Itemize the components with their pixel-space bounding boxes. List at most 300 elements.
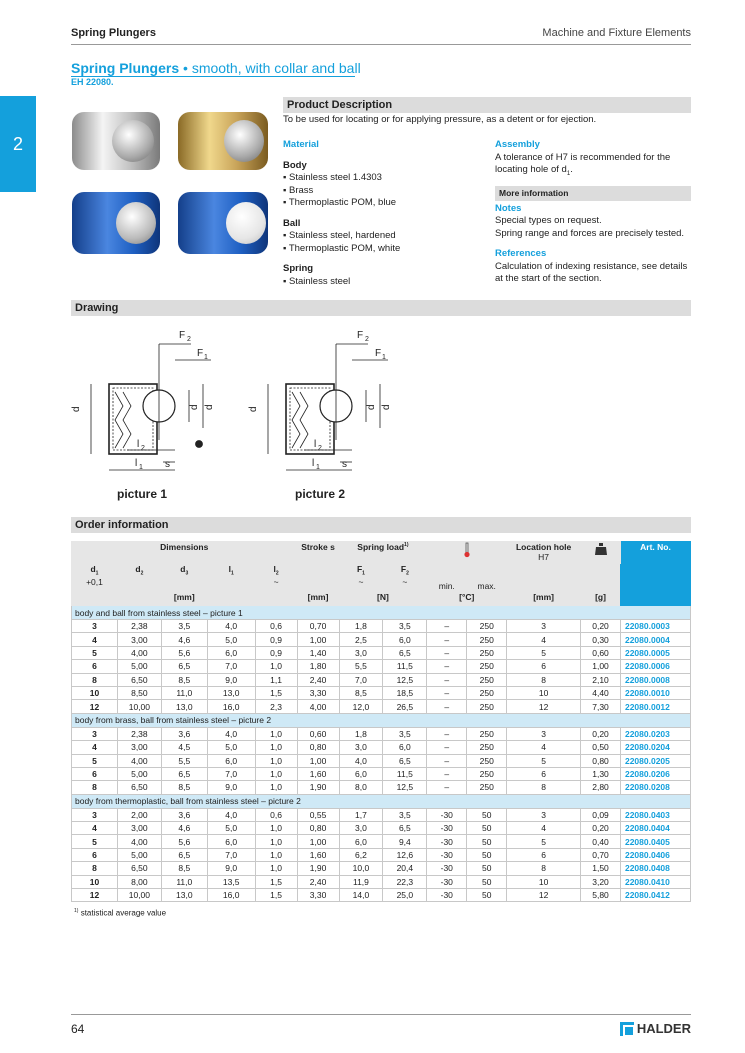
table-cell: 4 <box>72 633 118 646</box>
table-cell: 1,0 <box>255 822 297 835</box>
table-cell: 8 <box>507 673 581 686</box>
table-cell: 8 <box>507 781 581 794</box>
table-cell: 18,5 <box>383 686 427 699</box>
table-row[interactable] <box>72 835 691 848</box>
title-rest: smooth, with collar and ball <box>191 60 361 76</box>
header-f2: $F_2$ ~ <box>383 564 427 592</box>
header-category: Machine and Fixture Elements <box>542 27 691 39</box>
table-cell: 10,00 <box>117 889 161 902</box>
table-row[interactable] <box>72 686 691 699</box>
table-cell: 6,5 <box>383 822 427 835</box>
table-cell: 1,5 <box>255 686 297 699</box>
art-no-link[interactable]: 22080.0204 <box>620 741 690 754</box>
table-cell: 1,0 <box>255 741 297 754</box>
table-row[interactable] <box>72 848 691 861</box>
table-cell: 7,0 <box>207 767 255 780</box>
table-cell: -30 <box>427 822 467 835</box>
table-cell: 5,0 <box>207 741 255 754</box>
table-cell: 5 <box>72 646 118 659</box>
product-code: EH 22080. <box>71 77 114 87</box>
table-row[interactable] <box>72 646 691 659</box>
table-cell: 1,0 <box>255 862 297 875</box>
label-s: s <box>342 459 347 470</box>
art-no-link[interactable]: 22080.0010 <box>620 686 690 699</box>
table-cell: 0,30 <box>581 633 621 646</box>
table-cell: 6,50 <box>117 781 161 794</box>
table-cell: 8,5 <box>161 673 207 686</box>
table-cell: 2,80 <box>581 781 621 794</box>
table-cell: 1,30 <box>581 767 621 780</box>
table-group-row <box>72 713 691 727</box>
table-cell: 5,0 <box>207 822 255 835</box>
title-bullet: • <box>183 60 188 76</box>
table-cell: 3,20 <box>581 875 621 888</box>
table-cell: 6,5 <box>383 646 427 659</box>
table-cell: 11,5 <box>383 767 427 780</box>
header-stroke: Stroke s <box>297 542 339 564</box>
table-cell: 1,0 <box>255 727 297 740</box>
label-l2: l <box>137 439 140 450</box>
table-cell: 2,3 <box>255 700 297 713</box>
order-table-body <box>72 606 691 902</box>
footnote: $^{1)}$ statistical average value <box>74 908 167 918</box>
table-cell: 0,70 <box>297 620 339 633</box>
table-cell: -30 <box>427 862 467 875</box>
table-cell: 11,0 <box>161 875 207 888</box>
art-no-link[interactable]: 22080.0006 <box>620 660 690 673</box>
table-cell: 5,0 <box>207 633 255 646</box>
notes-heading: Notes <box>495 202 522 214</box>
table-cell: 50 <box>467 822 507 835</box>
thermometer-icon <box>427 542 507 564</box>
table-cell: 8 <box>72 673 118 686</box>
table-cell: 13,0 <box>207 686 255 699</box>
table-cell: 6 <box>72 767 118 780</box>
svg-text:2: 2 <box>365 336 369 343</box>
table-cell: 11,9 <box>339 875 383 888</box>
table-row[interactable] <box>72 889 691 902</box>
table-cell: 1,0 <box>255 767 297 780</box>
table-cell: 6,5 <box>161 767 207 780</box>
spring-heading: Spring <box>283 263 314 274</box>
body-item: ▪ Stainless steel 1.4303 <box>283 172 382 183</box>
table-cell: 4,6 <box>161 822 207 835</box>
table-row[interactable] <box>72 620 691 633</box>
header-spring-load: Spring load$^{1)}$ <box>339 542 427 564</box>
table-row[interactable] <box>72 673 691 686</box>
table-row[interactable] <box>72 700 691 713</box>
table-cell: – <box>427 673 467 686</box>
art-no-link[interactable]: 22080.0408 <box>620 862 690 875</box>
unit-dimensions: [mm] <box>72 592 298 606</box>
unit-temperature: [°C] <box>427 592 507 606</box>
art-no-link[interactable]: 22080.0208 <box>620 781 690 794</box>
table-cell: -30 <box>427 835 467 848</box>
table-cell: 2,00 <box>117 808 161 821</box>
table-cell: 4,00 <box>117 835 161 848</box>
table-cell: 1,80 <box>297 660 339 673</box>
group-label: body from brass, ball from stainless steel – picture 2 <box>72 713 691 727</box>
table-cell: 1,8 <box>339 620 383 633</box>
table-cell: 6,0 <box>339 835 383 848</box>
table-cell: 5,00 <box>117 848 161 861</box>
table-cell: 250 <box>467 767 507 780</box>
table-cell: 0,80 <box>581 754 621 767</box>
table-cell: 12 <box>507 700 581 713</box>
table-cell: 6,50 <box>117 673 161 686</box>
table-cell: 10,0 <box>339 862 383 875</box>
art-no-link[interactable]: 22080.0005 <box>620 646 690 659</box>
body-heading: Body <box>283 159 307 171</box>
page-title <box>71 60 361 76</box>
table-cell: – <box>427 700 467 713</box>
table-cell: – <box>427 754 467 767</box>
table-cell: 1,0 <box>255 848 297 861</box>
table-row[interactable] <box>72 727 691 740</box>
table-cell: 0,6 <box>255 808 297 821</box>
table-cell: 3,6 <box>161 808 207 821</box>
table-cell: 5 <box>507 646 581 659</box>
header-min: min. <box>427 564 467 592</box>
header-d1: $d_1$ +0,1 <box>72 564 118 592</box>
table-cell: 1,60 <box>297 767 339 780</box>
table-cell: 6,2 <box>339 848 383 861</box>
table-cell: 20,4 <box>383 862 427 875</box>
ball-heading: Ball <box>283 217 301 229</box>
table-cell: 12 <box>72 700 118 713</box>
table-cell: 13,5 <box>207 875 255 888</box>
table-cell: 1,90 <box>297 781 339 794</box>
table-cell: 250 <box>467 660 507 673</box>
halder-logo-text: HALDER <box>636 1021 691 1036</box>
table-cell: 1,60 <box>297 848 339 861</box>
label-s: s <box>165 459 170 470</box>
art-no-link[interactable]: 22080.0410 <box>620 875 690 888</box>
table-cell: 14,0 <box>339 889 383 902</box>
table-cell: 250 <box>467 686 507 699</box>
header-dimensions: Dimensions <box>72 542 298 564</box>
table-cell: 0,6 <box>255 620 297 633</box>
label-f1: F <box>375 348 382 359</box>
title-underline <box>71 76 355 77</box>
table-cell: 9,0 <box>207 781 255 794</box>
table-cell: – <box>427 633 467 646</box>
table-cell: 0,55 <box>297 808 339 821</box>
drawing-heading: Drawing <box>71 300 691 316</box>
table-cell: 12 <box>72 889 118 902</box>
page-number: 64 <box>71 1022 85 1036</box>
table-cell: 0,80 <box>297 741 339 754</box>
table-cell: 8,50 <box>117 686 161 699</box>
table-cell: 16,0 <box>207 889 255 902</box>
halder-logo <box>620 1021 691 1036</box>
table-cell: 2,5 <box>339 633 383 646</box>
table-cell: 1,40 <box>297 646 339 659</box>
table-cell: 250 <box>467 646 507 659</box>
table-cell: 10 <box>72 875 118 888</box>
ball-item: ▪ Stainless steel, hardened <box>283 230 396 241</box>
table-group-row <box>72 606 691 620</box>
table-cell: 0,50 <box>581 741 621 754</box>
assembly-column <box>495 139 691 286</box>
label-l1: l <box>135 458 138 469</box>
table-cell: 4,5 <box>161 741 207 754</box>
table-cell: 3,30 <box>297 686 339 699</box>
table-cell: 1,0 <box>255 660 297 673</box>
table-cell: 11,5 <box>383 660 427 673</box>
body-item: ▪ Brass <box>283 184 314 196</box>
material-column <box>283 139 483 288</box>
table-cell: 4 <box>72 822 118 835</box>
table-cell: 10,00 <box>117 700 161 713</box>
art-no-link[interactable]: 22080.0205 <box>620 754 690 767</box>
table-cell: 3,5 <box>383 620 427 633</box>
table-cell: 5 <box>72 835 118 848</box>
material-heading: Material <box>283 139 319 150</box>
art-no-link[interactable]: 22080.0012 <box>620 700 690 713</box>
table-cell: 0,9 <box>255 646 297 659</box>
header-f1: $F_1$ ~ <box>339 564 383 592</box>
table-cell: 1,0 <box>255 754 297 767</box>
table-cell: 3,5 <box>383 727 427 740</box>
table-cell: – <box>427 646 467 659</box>
table-cell: 6,5 <box>383 754 427 767</box>
group-label: body and ball from stainless steel – picture 1 <box>72 606 691 620</box>
table-cell: 4,0 <box>339 754 383 767</box>
table-cell: 3,6 <box>161 727 207 740</box>
table-cell: 6,0 <box>383 741 427 754</box>
unit-spring-load: [N] <box>339 592 427 606</box>
table-row[interactable] <box>72 781 691 794</box>
table-cell: 8,5 <box>161 781 207 794</box>
table-cell: 6,50 <box>117 862 161 875</box>
table-cell: 3,00 <box>117 741 161 754</box>
table-cell: 6,5 <box>161 848 207 861</box>
art-no-link[interactable]: 22080.0003 <box>620 620 690 633</box>
table-cell: – <box>427 781 467 794</box>
art-no-link[interactable]: 22080.0004 <box>620 633 690 646</box>
table-row[interactable] <box>72 808 691 821</box>
table-cell: 7,0 <box>339 673 383 686</box>
svg-text:2: 2 <box>318 445 322 452</box>
table-cell: 0,20 <box>581 822 621 835</box>
table-cell: 9,4 <box>383 835 427 848</box>
table-cell: 2,40 <box>297 875 339 888</box>
table-cell: 6,0 <box>207 646 255 659</box>
table-cell: 6 <box>72 660 118 673</box>
table-cell: 4,40 <box>581 686 621 699</box>
table-cell: 2,10 <box>581 673 621 686</box>
table-cell: 250 <box>467 620 507 633</box>
table-cell: 1,7 <box>339 808 383 821</box>
table-cell: 50 <box>467 862 507 875</box>
table-cell: 3 <box>507 808 581 821</box>
table-cell: 4 <box>507 822 581 835</box>
table-cell: 1,00 <box>297 754 339 767</box>
table-cell: 6,0 <box>207 754 255 767</box>
table-cell: 1,90 <box>297 862 339 875</box>
table-cell: 8,5 <box>339 686 383 699</box>
table-cell: 50 <box>467 835 507 848</box>
table-cell: 6 <box>507 848 581 861</box>
table-cell: – <box>427 660 467 673</box>
svg-text:2: 2 <box>187 336 191 343</box>
table-cell: 1,00 <box>297 633 339 646</box>
label-l1: l <box>312 458 315 469</box>
table-cell: 250 <box>467 741 507 754</box>
table-cell: 50 <box>467 808 507 821</box>
table-cell: 1,00 <box>581 660 621 673</box>
table-cell: 5,80 <box>581 889 621 902</box>
table-row[interactable] <box>72 767 691 780</box>
table-cell: 1,5 <box>255 875 297 888</box>
table-cell: 250 <box>467 673 507 686</box>
table-cell: 3,5 <box>161 620 207 633</box>
table-cell: 4 <box>507 741 581 754</box>
table-cell: 50 <box>467 875 507 888</box>
table-cell: 8 <box>507 862 581 875</box>
table-cell: 26,5 <box>383 700 427 713</box>
svg-text:1: 1 <box>204 354 208 361</box>
label-f1: F <box>197 348 204 359</box>
table-cell: 7,0 <box>207 848 255 861</box>
table-cell: 10 <box>507 875 581 888</box>
notes-line: Special types on request. <box>495 215 602 227</box>
table-row[interactable] <box>72 862 691 875</box>
table-cell: 6,5 <box>161 660 207 673</box>
art-no-link[interactable]: 22080.0206 <box>620 767 690 780</box>
unit-location-hole: [mm] <box>507 592 581 606</box>
assembly-heading: Assembly <box>495 139 540 150</box>
table-row[interactable] <box>72 741 691 754</box>
table-cell: 8 <box>72 862 118 875</box>
notes-line: Spring range and forces are precisely tested. <box>495 227 685 239</box>
table-cell: 1,00 <box>297 835 339 848</box>
table-row[interactable] <box>72 875 691 888</box>
label-d3: d <box>204 404 215 410</box>
table-row[interactable] <box>72 754 691 767</box>
table-cell: 9,0 <box>207 673 255 686</box>
title-main: Spring Plungers <box>71 60 180 76</box>
references-text: Calculation of indexing resistance, see details at the start of the section. <box>495 260 688 285</box>
table-cell: 4,0 <box>207 808 255 821</box>
table-cell: 2,38 <box>117 620 161 633</box>
table-cell: – <box>427 727 467 740</box>
table-cell: 0,20 <box>581 727 621 740</box>
group-label: body from thermoplastic, ball from stainless steel – picture 2 <box>72 794 691 808</box>
table-cell: 4 <box>507 633 581 646</box>
art-no-link[interactable]: 22080.0405 <box>620 835 690 848</box>
table-cell: 16,0 <box>207 700 255 713</box>
table-cell: 5 <box>507 835 581 848</box>
header-max: max. <box>467 564 507 592</box>
art-no-link[interactable]: 22080.0406 <box>620 848 690 861</box>
table-row[interactable] <box>72 633 691 646</box>
table-cell: 50 <box>467 848 507 861</box>
table-cell: 8,0 <box>339 781 383 794</box>
table-cell: 8,5 <box>161 862 207 875</box>
ball-item: ▪ Thermoplastic POM, white <box>283 242 401 254</box>
table-cell: – <box>427 767 467 780</box>
table-cell: 4,00 <box>117 754 161 767</box>
label-d1: d <box>248 406 259 412</box>
table-cell: 1,5 <box>255 889 297 902</box>
art-no-link[interactable]: 22080.0412 <box>620 889 690 902</box>
header-l1: $l_1$ <box>207 564 255 592</box>
unit-stroke: [mm] <box>297 592 339 606</box>
header-divider <box>71 44 691 45</box>
label-d1: d <box>71 406 82 412</box>
table-cell: 7,30 <box>581 700 621 713</box>
svg-text:1: 1 <box>316 464 320 471</box>
header-section-title: Spring Plungers <box>71 27 156 39</box>
art-no-link[interactable]: 22080.0404 <box>620 822 690 835</box>
table-cell: 25,0 <box>383 889 427 902</box>
references-heading: References <box>495 248 547 260</box>
table-cell: 12,0 <box>339 700 383 713</box>
table-cell: 3,0 <box>339 822 383 835</box>
table-cell: 5,00 <box>117 660 161 673</box>
table-cell: 12,5 <box>383 781 427 794</box>
table-cell: 4,00 <box>297 700 339 713</box>
table-cell: 11,0 <box>161 686 207 699</box>
technical-drawing <box>71 320 691 510</box>
table-cell: 8,00 <box>117 875 161 888</box>
table-cell: 0,40 <box>581 835 621 848</box>
table-cell: 3,0 <box>339 741 383 754</box>
table-cell: 5,5 <box>339 660 383 673</box>
table-cell: – <box>427 741 467 754</box>
halder-logo-icon <box>620 1022 634 1036</box>
table-row[interactable] <box>72 660 691 673</box>
header-d2: $d_2$ <box>117 564 161 592</box>
table-cell: 13,0 <box>161 889 207 902</box>
weight-icon <box>581 542 621 564</box>
table-row[interactable] <box>72 822 691 835</box>
order-table <box>71 541 691 902</box>
art-no-link[interactable]: 22080.0008 <box>620 673 690 686</box>
table-cell: 0,09 <box>581 808 621 821</box>
label-f2: F <box>357 330 364 341</box>
table-cell: 5,00 <box>117 767 161 780</box>
header-l2: $l_2$ ~ <box>255 564 297 592</box>
table-cell: 0,60 <box>581 646 621 659</box>
table-cell: 1,1 <box>255 673 297 686</box>
table-cell: 3 <box>72 808 118 821</box>
art-no-link[interactable]: 22080.0203 <box>620 727 690 740</box>
table-cell: 10 <box>507 686 581 699</box>
table-cell: 250 <box>467 700 507 713</box>
table-cell: 1,8 <box>339 727 383 740</box>
table-cell: 4,0 <box>207 727 255 740</box>
table-cell: -30 <box>427 848 467 861</box>
table-cell: -30 <box>427 875 467 888</box>
table-cell: 6,0 <box>207 835 255 848</box>
table-cell: 6 <box>507 767 581 780</box>
table-cell: 2,38 <box>117 727 161 740</box>
label-d2: d <box>189 404 200 410</box>
svg-text:2: 2 <box>141 445 145 452</box>
chapter-tab[interactable]: 2 <box>0 96 36 192</box>
table-cell: -30 <box>427 889 467 902</box>
table-cell: 4,6 <box>161 633 207 646</box>
table-cell: 3 <box>72 620 118 633</box>
art-no-link[interactable]: 22080.0403 <box>620 808 690 821</box>
table-cell: 4,0 <box>207 620 255 633</box>
table-cell: 6,0 <box>339 767 383 780</box>
picture-2-caption: picture 2 <box>295 487 346 501</box>
header-art-no: Art. No. <box>620 542 690 606</box>
